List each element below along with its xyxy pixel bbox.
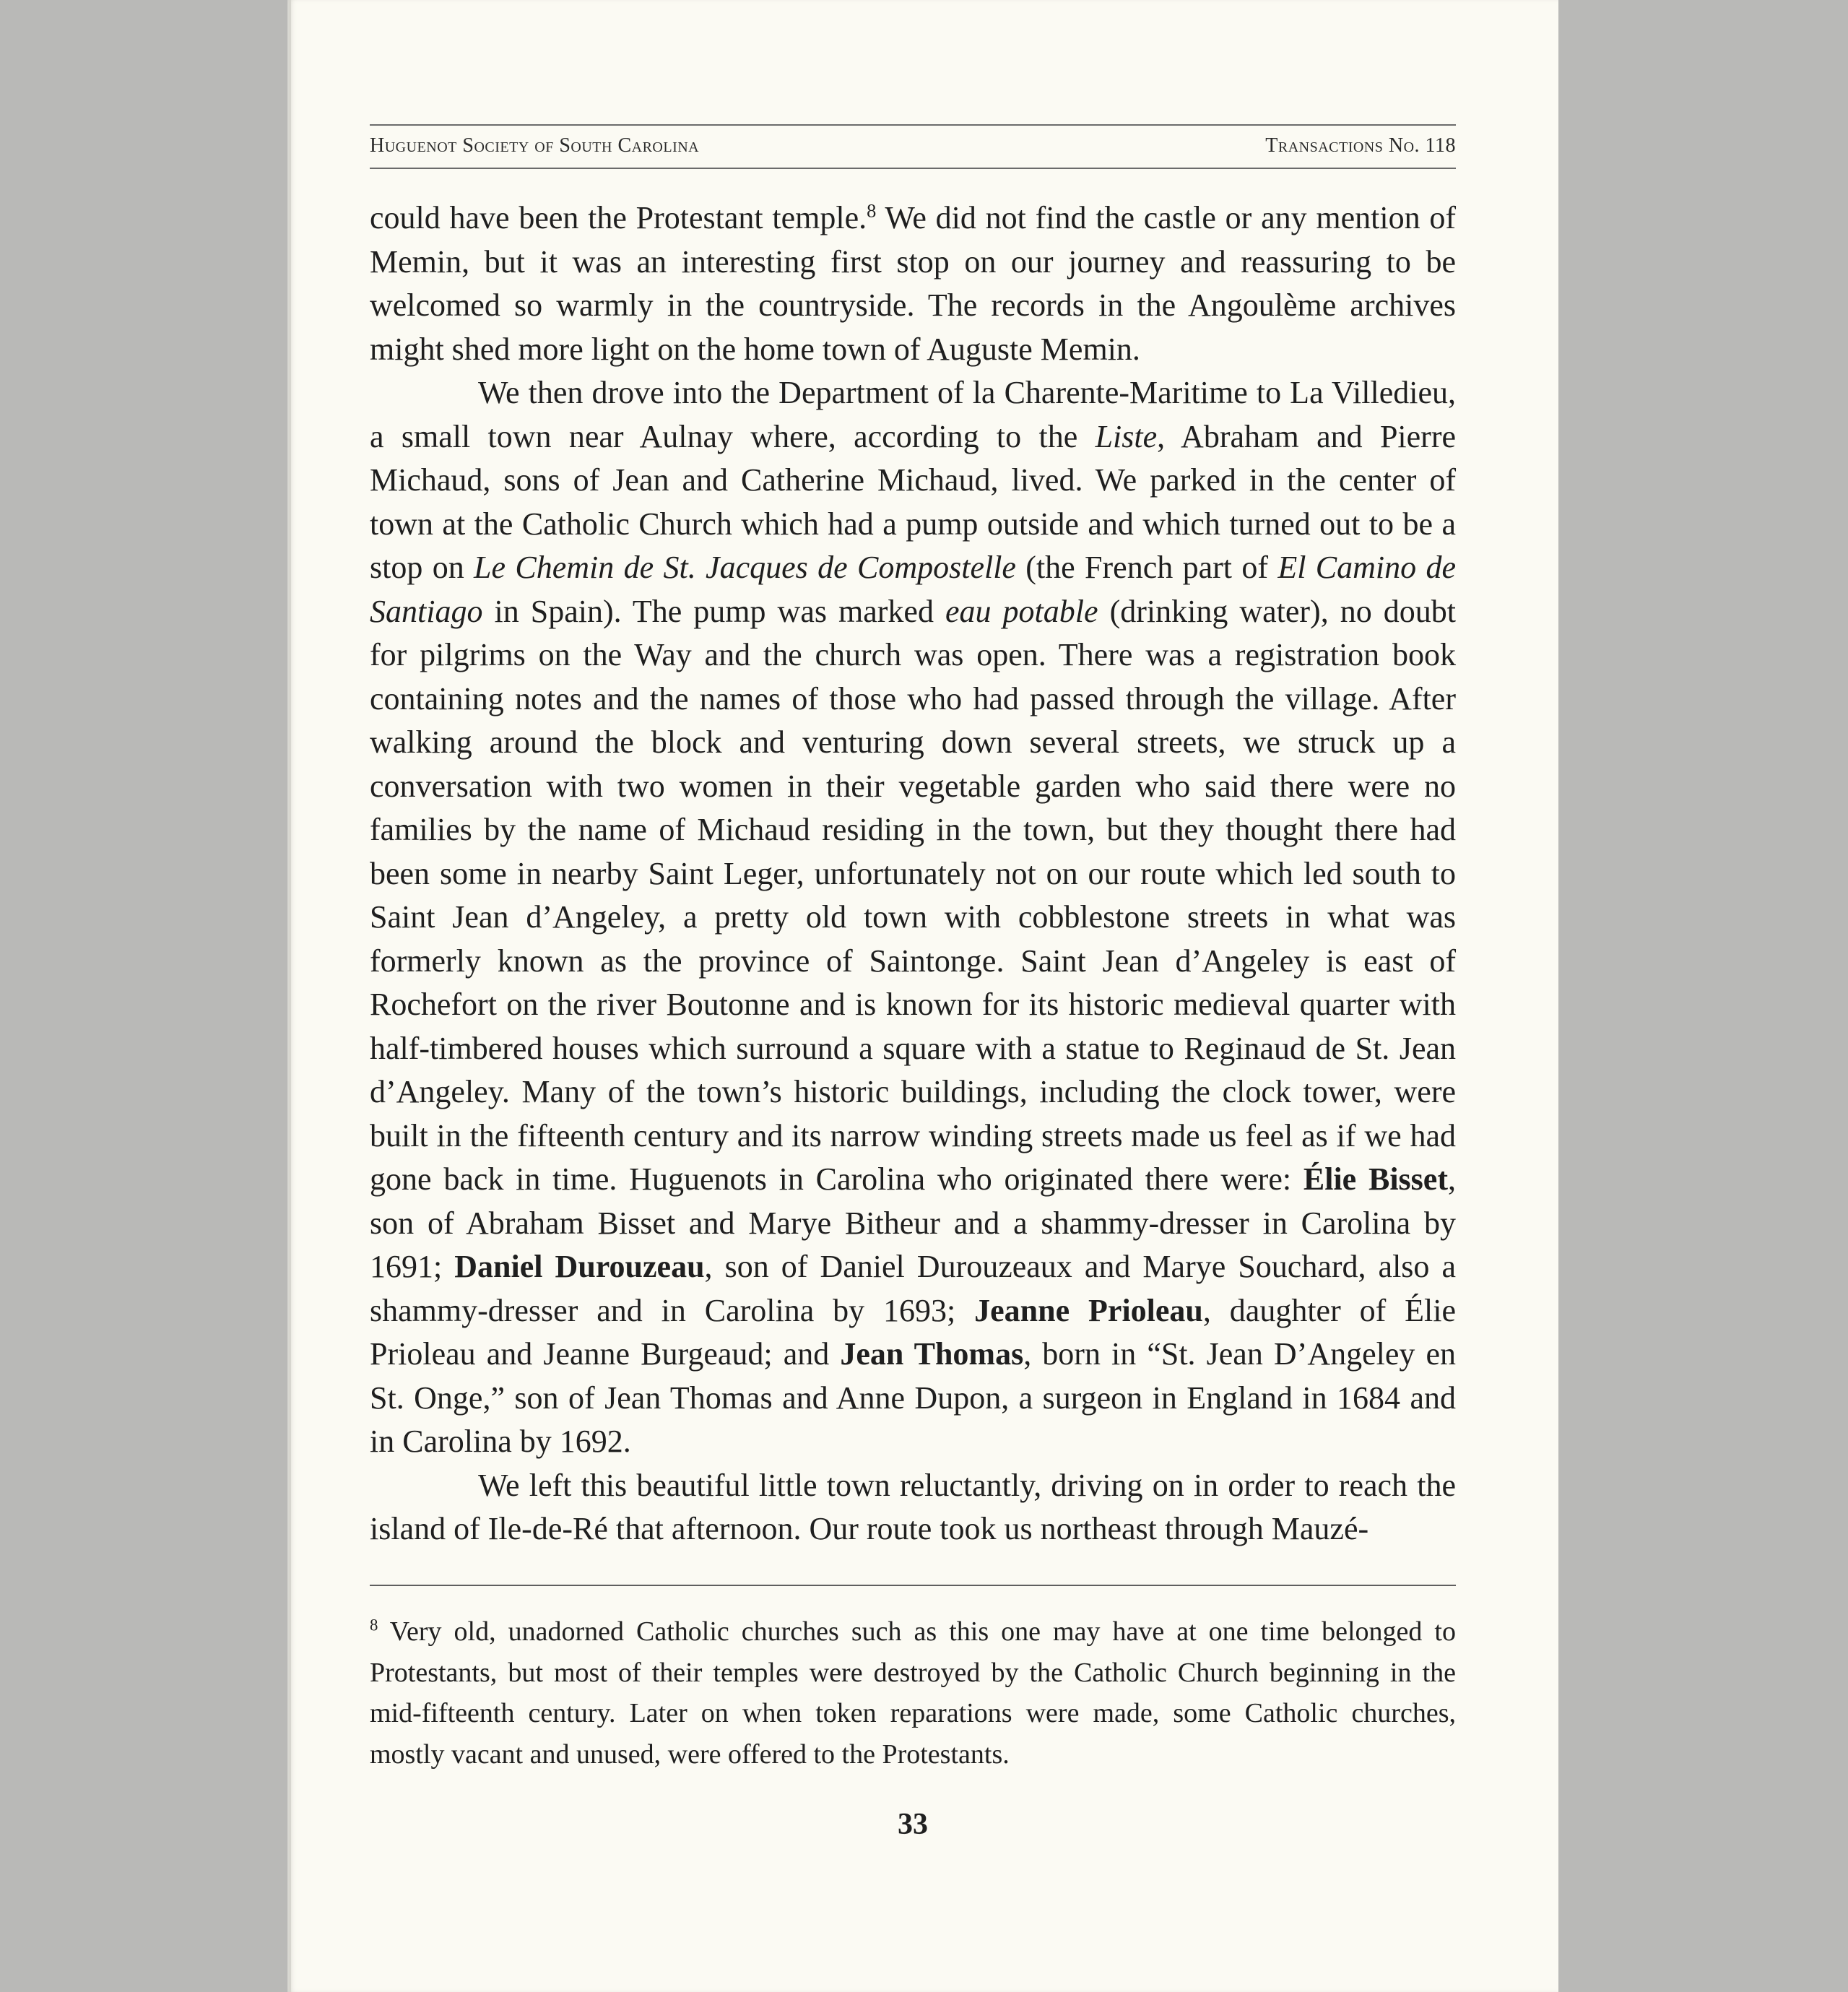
text-run: could have been the Protestant temple. [370,200,867,235]
header-transactions-number: Transactions No. 118 [1265,134,1456,157]
page-number: 33 [898,1808,928,1841]
body-paragraph [370,1464,1456,1551]
text-run: , born in “St. Jean D’Angeley en St. Onge,” son of Jean Thomas and Anne Dupon, a surgeon in England in 1684 and in Carolina by 1692. [370,1336,1456,1459]
text-run: (drinking water), no doubt for pilgrims on the Way and the church was open. There was a registration book containing notes and the names of those who had passed through the village. After walking around the block and venturing down several streets, we struck up a conversation with two women in their vegetable garden who said there were no families by the name of Michaud residing in the town, but they thought there had been some in nearby Saint Leger, unfortunately not on our route which led south to Saint Jean d’Angeley, a pretty old town with cobblestone streets in what was formerly known as the province of Saintonge. Saint Jean d’Angeley is east of Rochefort on the river Boutonne and is known for its historic medieval quarter with half-timbered houses which surround a square with a statue to Reginaud de St. Jean d’Angeley. Many of the town’s historic buildings, including the clock tower, were built in the fifteenth century and its narrow winding streets made us feel as if we had gone back in time. Huguenots in Carolina who originated there were: [370,593,1456,1197]
text-run: (the French part of [1015,550,1278,585]
footnote-separator-rule [370,1585,1456,1586]
footnotes [370,1611,1456,1775]
text-run: We then drove into the Department of la Charente-Maritime to La Villedieu, a small town near Aulnay where, according to the [370,375,1456,454]
body-text [370,196,1456,1551]
body-paragraph [370,196,1456,371]
page-gutter-edge [289,0,291,1992]
bold-name: Daniel Durouzeau [454,1249,705,1284]
body-paragraph [370,371,1456,1464]
text-run: We did not find the castle or any mention of Memin, but it was an interesting first stop on our journey and reassuring to be welcomed so warmly in the countryside. The records in the Angoulème archives might shed more light on the home town of Auguste Memin. [370,200,1456,367]
header-rule-bottom [370,168,1456,169]
footnote-marker: 8 [370,1616,378,1634]
text-run: , Abraham and Pierre Michaud, sons of Jean and Catherine Michaud, lived. We parked in the center of town at the Catholic Church which had a pump outside and which turned out to be a stop on [370,418,1456,585]
bold-name: Jean Thomas [840,1336,1024,1372]
footnote-marker: 8 [867,199,877,222]
text-run: in Spain). The pump was marked [482,593,945,629]
text-run: , son of Daniel Durouzeaux and Marye Souchard, also a shammy-dresser and in Carolina by 1693; [370,1249,1456,1328]
text-run: We left this beautiful little town reluctantly, driving on in order to reach the island of Ile-de-Ré that afternoon. Our route took us northeast through Mauzé- [370,1467,1456,1546]
text-run: Very old, unadorned Catholic churches such as this one may have at one time belonged to Protestants, but most of their temples were destroyed by the Catholic Church beginning in the mid-fifteenth century. Later on when token reparations were made, some Catholic churches, mostly vacant and unused, were offered to the Protestants. [370,1616,1456,1770]
bold-name: Élie Bisset [1303,1161,1448,1197]
italic-text: Le Chemin de St. Jacques de Compostelle [474,550,1016,585]
bold-name: Jeanne Prioleau [974,1292,1203,1328]
text-run: , son of Abraham Bisset and Marye Bitheur and a shammy-dresser in Carolina by 1691; [370,1161,1456,1284]
running-header [370,124,1456,169]
text-run: , daughter of Élie Prioleau and Jeanne Burgeaud; and [370,1292,1456,1372]
italic-text: eau potable [945,593,1098,629]
header-rule-top [370,124,1456,126]
footnote-paragraph [370,1611,1456,1775]
italic-text: Liste [1095,418,1158,454]
header-society-name: Huguenot Society of South Carolina [370,134,700,157]
italic-text: El Camino de Santiago [370,550,1456,629]
